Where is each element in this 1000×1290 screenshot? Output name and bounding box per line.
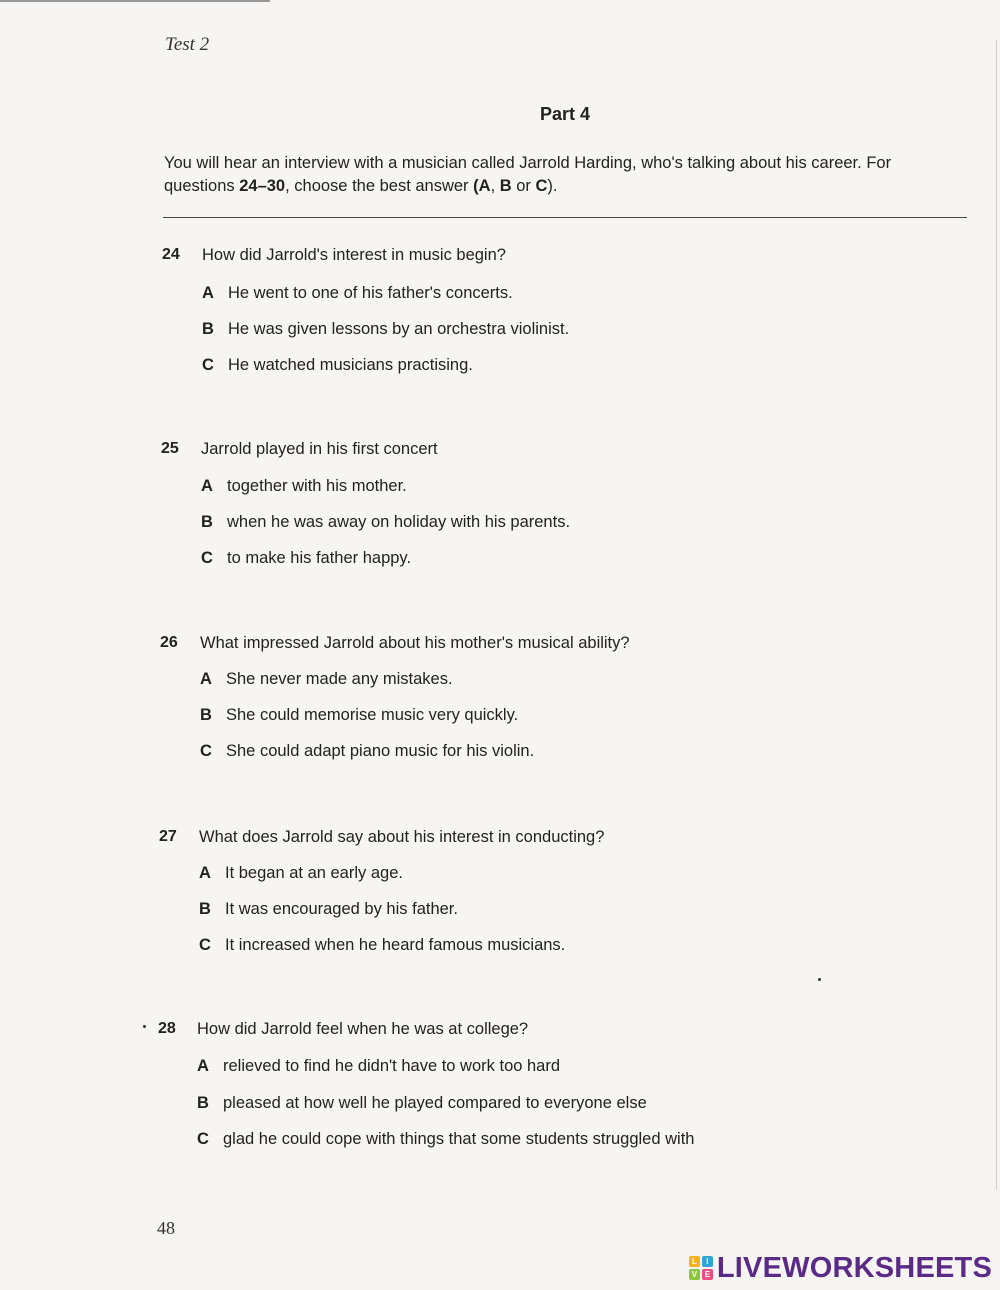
instructions-line-1: You will hear an interview with a musician called Jarrold Harding, who's talking about his career. For xyxy=(164,154,892,172)
instructions-option-a: (A xyxy=(473,177,491,195)
option-letter: C xyxy=(201,549,213,567)
instructions-comma: , xyxy=(490,177,500,195)
instructions-mid: , choose the best answer xyxy=(285,177,474,195)
running-head: Test 2 xyxy=(165,34,210,55)
part-title: Part 4 xyxy=(539,104,591,124)
logo-tile: L xyxy=(689,1256,700,1267)
question-number: 25 xyxy=(161,440,179,457)
option-letter: A xyxy=(199,864,211,882)
instructions-or: or xyxy=(511,177,536,195)
option-letter: B xyxy=(199,900,211,918)
instructions-option-c: C xyxy=(535,177,548,195)
option-text: It increased when he heard famous musicians. xyxy=(225,936,566,954)
option-b[interactable] xyxy=(201,513,570,532)
option-text: It began at an early age. xyxy=(225,864,403,882)
option-letter: A xyxy=(197,1057,209,1075)
option-letter: B xyxy=(201,513,213,531)
option-letter: A xyxy=(201,477,213,495)
option-c[interactable] xyxy=(202,356,473,375)
question-text: What impressed Jarrold about his mother's musical ability? xyxy=(200,634,630,652)
liveworksheets-watermark xyxy=(689,1248,992,1288)
option-letter: B xyxy=(202,320,214,338)
scan-edge-right xyxy=(996,40,997,1190)
question-text: How did Jarrold's interest in music begin? xyxy=(202,246,506,264)
instructions-option-b: B xyxy=(499,177,512,195)
option-letter: A xyxy=(202,284,214,302)
option-b[interactable] xyxy=(202,320,569,339)
logo-tile: E xyxy=(702,1269,713,1280)
instructions-pre: questions xyxy=(164,177,240,195)
page-number: 48 xyxy=(157,1218,175,1238)
option-letter: B xyxy=(200,706,212,724)
question-text: Jarrold played in his first concert xyxy=(201,440,438,458)
option-c[interactable] xyxy=(199,936,565,955)
option-b[interactable] xyxy=(199,900,458,919)
option-b[interactable] xyxy=(197,1094,647,1113)
question-text: What does Jarrold say about his interest in conducting? xyxy=(199,828,605,846)
option-text: together with his mother. xyxy=(227,477,407,495)
instructions-range: 24–30 xyxy=(239,177,286,195)
option-a[interactable] xyxy=(202,284,513,303)
question-number: 24 xyxy=(162,246,180,263)
option-letter: B xyxy=(197,1094,209,1112)
option-text: He was given lessons by an orchestra violinist. xyxy=(228,320,570,338)
scan-edge-top xyxy=(0,0,270,2)
option-letter: C xyxy=(200,742,212,760)
option-a[interactable] xyxy=(201,477,407,496)
question-number: 28 xyxy=(158,1020,176,1037)
logo-tile: V xyxy=(689,1269,700,1280)
watermark-text: LIVEWORKSHEETS xyxy=(716,1251,992,1284)
option-text: when he was away on holiday with his parents. xyxy=(227,513,571,531)
option-text: It was encouraged by his father. xyxy=(225,900,458,918)
option-c[interactable] xyxy=(200,742,534,761)
option-c[interactable] xyxy=(201,549,411,568)
question-number: 27 xyxy=(159,828,177,845)
option-text: glad he could cope with things that some students struggled with xyxy=(223,1130,695,1148)
liveworksheets-logo-icon xyxy=(689,1256,713,1280)
logo-tile: I xyxy=(702,1256,713,1267)
instructions-end: ). xyxy=(547,177,558,195)
scan-speck xyxy=(818,978,821,981)
question-number: 26 xyxy=(160,634,178,651)
divider-rule xyxy=(163,217,967,218)
option-a[interactable] xyxy=(197,1057,560,1076)
option-text: She could memorise music very quickly. xyxy=(226,706,519,724)
option-text: She could adapt piano music for his violin. xyxy=(226,742,535,760)
option-b[interactable] xyxy=(200,706,518,725)
option-a[interactable] xyxy=(200,670,453,689)
scan-speck xyxy=(143,1025,146,1028)
option-text: He watched musicians practising. xyxy=(228,356,473,374)
option-a[interactable] xyxy=(199,864,403,883)
option-letter: C xyxy=(197,1130,209,1148)
option-text: He went to one of his father's concerts. xyxy=(228,284,513,302)
option-text: pleased at how well he played compared to everyone else xyxy=(223,1094,647,1112)
question-text: How did Jarrold feel when he was at college? xyxy=(197,1020,529,1038)
option-text: She never made any mistakes. xyxy=(226,670,453,688)
option-text: relieved to find he didn't have to work too hard xyxy=(223,1057,561,1075)
option-letter: C xyxy=(199,936,211,954)
instructions xyxy=(164,152,976,198)
option-text: to make his father happy. xyxy=(227,549,412,567)
option-letter: A xyxy=(200,670,212,688)
option-letter: C xyxy=(202,356,214,374)
option-c[interactable] xyxy=(197,1130,694,1149)
